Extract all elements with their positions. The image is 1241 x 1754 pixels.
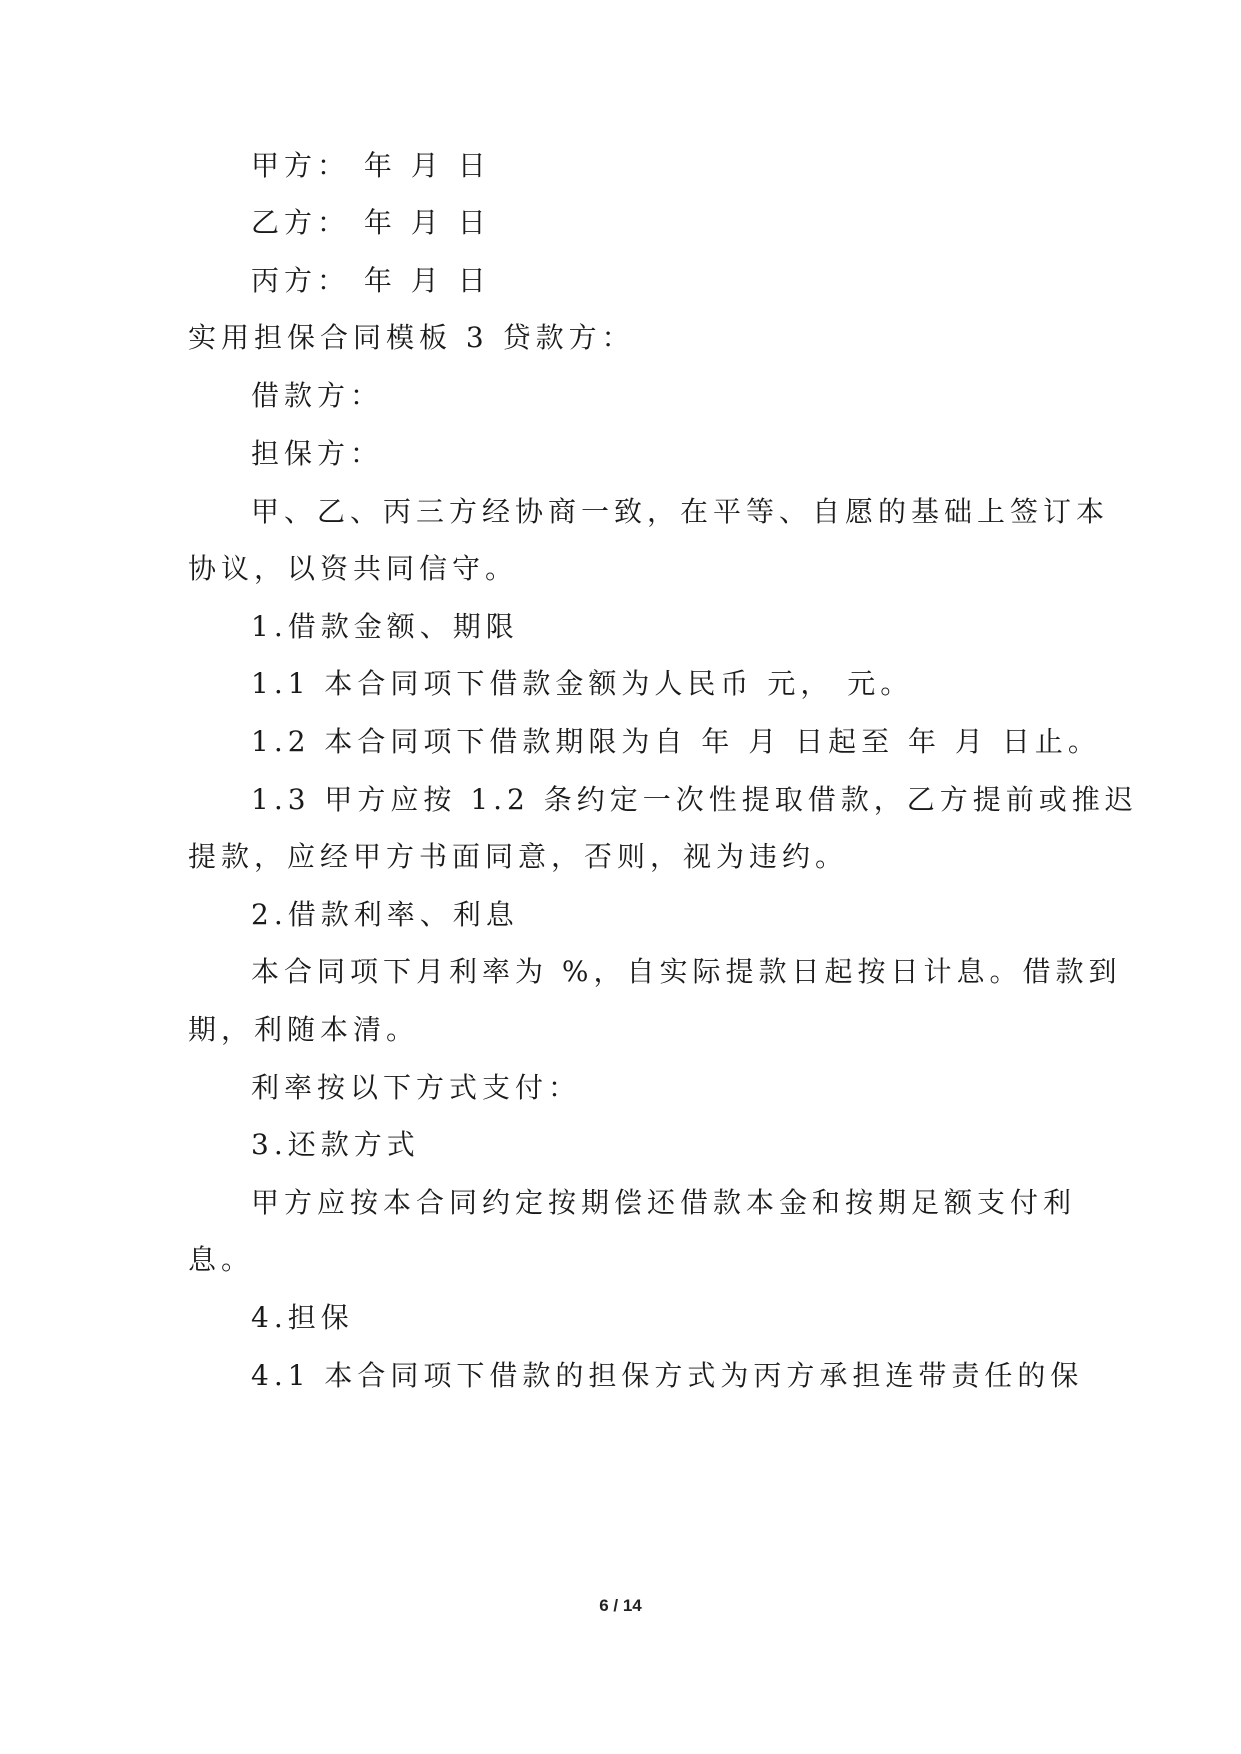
signature-line-party-b: 乙方： 年 月 日 (251, 206, 491, 239)
template-heading: 实用担保合同模板 3 贷款方： (188, 321, 635, 354)
paragraph-line: 本合同项下月利率为 %，自实际提款日起按日计息。借款到 (251, 955, 1122, 988)
section-heading: 2.借款利率、利息 (251, 898, 519, 931)
paragraph-line: 利率按以下方式支付： (251, 1071, 582, 1104)
paragraph-line: 甲方应按本合同约定按期偿还借款本金和按期足额支付利 (251, 1186, 1077, 1219)
clause-line: 4.1 本合同项下借款的担保方式为丙方承担连带责任的保 (251, 1359, 1084, 1392)
guarantor-line: 担保方： (251, 437, 384, 470)
clause-line: 1.2 本合同项下借款期限为自 年 月 日起至 年 月 日止。 (251, 725, 1101, 758)
clause-line: 1.1 本合同项下借款金额为人民币 元， 元。 (251, 667, 914, 700)
paragraph-line: 息。 (188, 1243, 255, 1276)
paragraph-line: 协议，以资共同信守。 (188, 552, 519, 585)
clause-line: 提款，应经甲方书面同意，否则，视为违约。 (188, 840, 849, 873)
section-heading: 1.借款金额、期限 (251, 610, 519, 643)
paragraph-line: 甲、乙、丙三方经协商一致，在平等、自愿的基础上签订本 (251, 495, 1110, 528)
signature-line-party-a: 甲方： 年 月 日 (251, 149, 491, 182)
signature-line-party-c: 丙方： 年 月 日 (251, 264, 491, 297)
page-number: 6 / 14 (599, 1596, 642, 1615)
borrower-line: 借款方： (251, 379, 384, 412)
paragraph-line: 期，利随本清。 (188, 1013, 420, 1046)
section-heading: 3.还款方式 (251, 1128, 420, 1161)
section-heading: 4.担保 (251, 1301, 354, 1334)
clause-line: 1.3 甲方应按 1.2 条约定一次性提取借款，乙方提前或推迟 (251, 783, 1138, 816)
